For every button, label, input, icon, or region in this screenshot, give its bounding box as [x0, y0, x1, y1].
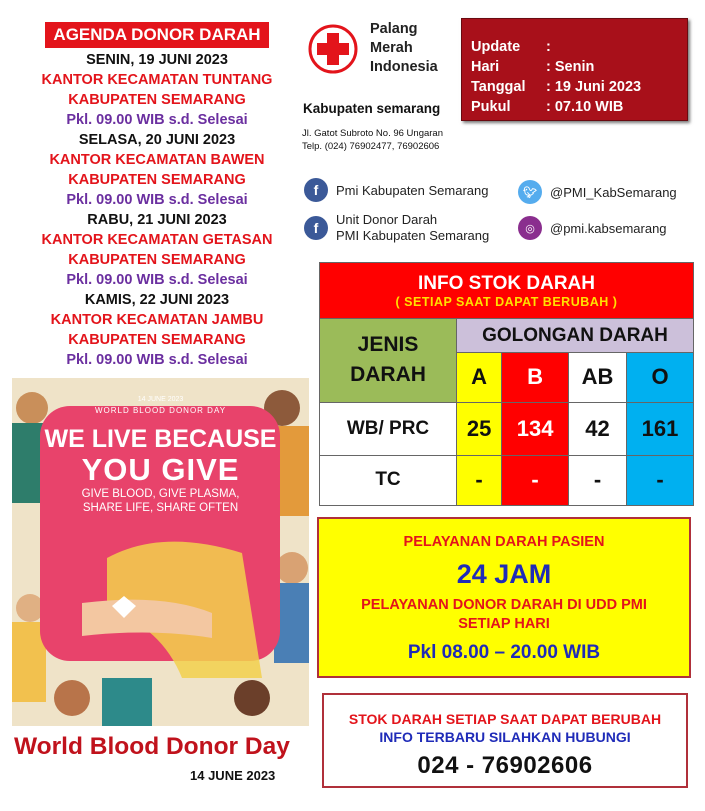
jenis-darah-header	[320, 319, 457, 402]
agenda-day: SENIN, 19 JUNI 2023	[86, 52, 228, 68]
day-value: : Senin	[546, 59, 595, 75]
pmi-branch: Kabupaten semarang	[303, 101, 441, 116]
agenda-regency: KABUPATEN SEMARANG	[68, 92, 246, 108]
poster-tagline: GIVE BLOOD, GIVE PLASMA,	[81, 488, 240, 500]
facebook-udd-line: PMI Kabupaten Semarang	[336, 228, 490, 243]
poster-headline: YOU GIVE	[81, 452, 240, 487]
facebook-link[interactable]	[304, 178, 488, 202]
agenda-time: Pkl. 09.00 WIB s.d. Selesai	[66, 112, 248, 128]
service-line: PELAYANAN DONOR DARAH DI UDD PMI	[361, 597, 647, 613]
stock-row-wbprc	[320, 402, 694, 455]
stock-value-a: -	[457, 455, 502, 505]
group-a-header: A	[457, 353, 502, 402]
agenda-place: KANTOR KECAMATAN GETASAN	[41, 232, 273, 248]
service-line: PELAYANAN DARAH PASIEN	[403, 534, 605, 550]
facebook-label: Pmi Kabupaten Semarang	[336, 182, 489, 198]
pmi-address: Jl. Gatot Subroto No. 96 Ungaran	[302, 128, 443, 139]
group-ab-header: AB	[569, 353, 627, 402]
stock-value-b: 134	[502, 402, 569, 455]
time-value: : 07.10 WIB	[546, 99, 624, 115]
pmi-name-line: Palang	[370, 21, 418, 37]
poster-tagline: SHARE LIFE, SHARE OFTEN	[82, 502, 239, 514]
poster-headline: WE LIVE BECAUSE	[44, 425, 277, 453]
facebook-udd-label	[336, 212, 489, 244]
facebook-icon: f	[304, 178, 328, 202]
facebook-udd-link[interactable]	[304, 212, 489, 244]
stock-value-ab: 42	[569, 402, 627, 455]
update-box	[461, 18, 688, 121]
facebook-udd-line: Unit Donor Darah	[336, 212, 438, 227]
agenda-regency: KABUPATEN SEMARANG	[68, 332, 246, 348]
wbdd-footer-date: 14 JUNE 2023	[190, 768, 276, 783]
day-label: Hari	[471, 59, 500, 75]
agenda-item	[12, 290, 302, 370]
update-row	[471, 97, 687, 117]
twitter-icon: 🐦︎	[518, 180, 542, 204]
agenda-time: Pkl. 09.00 WIB s.d. Selesai	[66, 352, 248, 368]
pmi-name-line: Merah	[370, 40, 413, 56]
service-hours: Pkl 08.00 – 20.00 WIB	[407, 642, 601, 663]
instagram-label: @pmi.kabsemarang	[550, 220, 667, 236]
contact-call-to-action: INFO TERBARU SILAHKAN HUBUNGI	[379, 729, 631, 745]
agenda-place: KANTOR KECAMATAN BAWEN	[49, 152, 265, 168]
golongan-darah-header: GOLONGAN DARAH	[457, 319, 694, 353]
instagram-icon: ◎	[518, 216, 542, 240]
agenda-title: AGENDA DONOR DARAH	[45, 22, 268, 48]
agenda-item	[12, 210, 302, 290]
stock-subtitle: ( SETIAP SAAT DAPAT BERUBAH )	[395, 295, 618, 310]
agenda-regency: KABUPATEN SEMARANG	[68, 172, 246, 188]
row-label: TC	[320, 455, 457, 505]
contact-box	[322, 693, 688, 788]
agenda-regency: KABUPATEN SEMARANG	[68, 252, 246, 268]
jenis-line: DARAH	[350, 363, 426, 387]
poster-date: 14 JUNE 2023	[137, 396, 184, 403]
update-label: Update	[471, 39, 521, 55]
facebook-icon: f	[304, 216, 328, 240]
agenda-time: Pkl. 09.00 WIB s.d. Selesai	[66, 192, 248, 208]
date-value: : 19 Juni 2023	[546, 79, 642, 95]
agenda-day: KAMIS, 22 JUNI 2023	[84, 292, 230, 308]
stock-value-o: 161	[627, 402, 694, 455]
service-24h: 24 JAM	[456, 559, 552, 589]
stock-value-ab: -	[569, 455, 627, 505]
stock-header	[320, 263, 694, 319]
agenda-item	[12, 130, 302, 210]
world-blood-donor-day-poster	[12, 378, 309, 726]
pmi-address-block	[302, 127, 443, 153]
poster-event: WORLD BLOOD DONOR DAY	[94, 406, 227, 415]
red-cross-logo-icon	[308, 24, 358, 74]
group-b-header: B	[502, 353, 569, 402]
wbdd-footer-title: World Blood Donor Day	[14, 733, 290, 760]
stock-value-a: 25	[457, 402, 502, 455]
update-sep: :	[546, 39, 551, 55]
stock-value-o: -	[627, 455, 694, 505]
twitter-label: @PMI_KabSemarang	[550, 184, 677, 200]
wbdd-footer	[12, 733, 312, 793]
pmi-phone: Telp. (024) 76902477, 76902606	[302, 141, 440, 152]
agenda-place: KANTOR KECAMATAN JAMBU	[50, 312, 264, 328]
agenda-panel	[12, 22, 302, 370]
agenda-day: SELASA, 20 JUNI 2023	[78, 132, 236, 148]
stock-value-b: -	[502, 455, 569, 505]
group-o-header: O	[627, 353, 694, 402]
contact-note: STOK DARAH SETIAP SAAT DAPAT BERUBAH	[348, 711, 662, 727]
blood-stock-table	[319, 262, 694, 506]
agenda-place: KANTOR KECAMATAN TUNTANG	[41, 72, 273, 88]
update-row	[471, 77, 687, 97]
agenda-day: RABU, 21 JUNI 2023	[87, 212, 227, 228]
pmi-name-line: Indonesia	[370, 59, 438, 75]
stock-title: INFO STOK DARAH	[418, 273, 595, 295]
agenda-time: Pkl. 09.00 WIB s.d. Selesai	[66, 272, 248, 288]
service-box	[317, 517, 691, 678]
stock-row-tc	[320, 455, 694, 505]
time-label: Pukul	[471, 99, 511, 115]
row-label: WB/ PRC	[320, 402, 457, 455]
agenda-item	[12, 50, 302, 130]
date-label: Tanggal	[471, 79, 526, 95]
stock-group-header-row	[320, 319, 694, 353]
twitter-link[interactable]	[518, 180, 677, 204]
instagram-link[interactable]	[518, 216, 667, 240]
pmi-name	[370, 20, 438, 77]
contact-phone: 024 - 76902606	[417, 752, 593, 779]
service-line: SETIAP HARI	[458, 616, 550, 632]
jenis-line: JENIS	[357, 333, 419, 357]
update-row	[471, 37, 687, 57]
stock-header-row	[320, 263, 694, 319]
update-row	[471, 57, 687, 77]
